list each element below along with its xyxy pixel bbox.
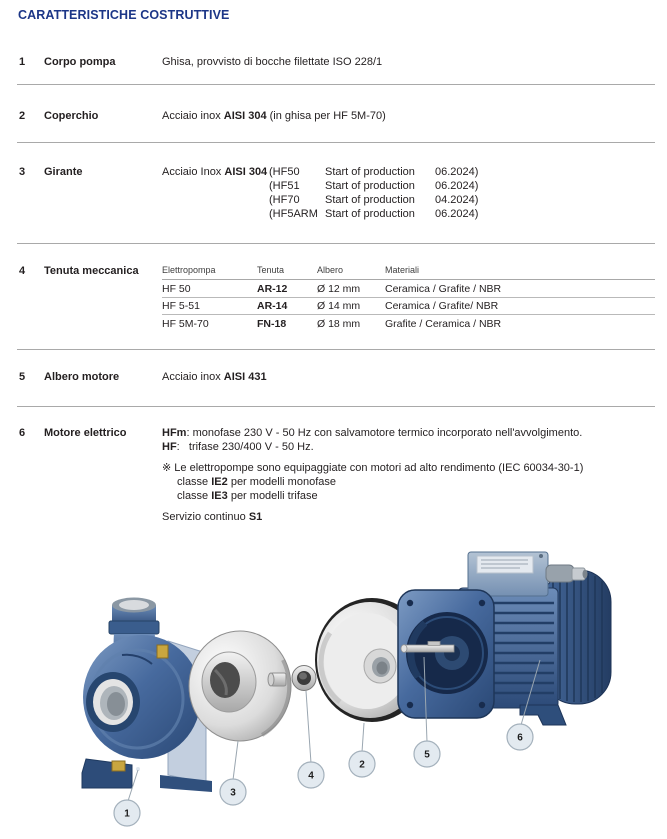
callout-5 — [414, 741, 440, 767]
servizio-line: Servizio continuo S1 — [162, 511, 263, 523]
table-row: HF 5M-70 FN-18 Ø 18 mm Grafite / Ceramica / NBR — [162, 317, 502, 330]
section-label: Motore elettrico — [44, 427, 127, 439]
section-label: Albero motore — [44, 371, 120, 383]
production-line: (HF70 Start of production 04.2024) — [269, 194, 479, 206]
callout-1 — [114, 800, 140, 826]
svg-text:2: 2 — [359, 759, 365, 771]
section-description: Acciaio inox AISI 304 (in ghisa per HF 5M-70) — [162, 110, 386, 122]
section-corpo-pompa — [0, 55, 655, 69]
hfm-line: HFm: monofase 230 V - 50 Hz con salvamotore termico incorporato nell'avvolgimento. — [162, 427, 583, 439]
column-header: Albero — [317, 265, 344, 275]
svg-text:5: 5 — [424, 749, 430, 761]
section-number: 3 — [18, 166, 26, 178]
section-motore-elettrico — [0, 426, 655, 524]
seal-spec-table — [162, 264, 655, 332]
section-label: Corpo pompa — [44, 56, 116, 68]
section-coperchio — [0, 109, 655, 123]
svg-text:6: 6 — [517, 732, 523, 744]
shaft-sleeve-part — [268, 673, 286, 686]
svg-text:1: 1 — [124, 808, 130, 820]
callout-2 — [349, 751, 375, 777]
divider — [17, 349, 655, 350]
table-header-row — [162, 264, 655, 280]
section-label: Coperchio — [44, 110, 99, 122]
efficiency-note — [162, 461, 655, 503]
section-description — [162, 165, 655, 221]
page-title: CARATTERISTICHE COSTRUTTIVE — [18, 8, 230, 22]
divider — [17, 243, 655, 244]
classe-ie3-line: classe IE3 per modelli trifase — [177, 490, 318, 502]
divider — [17, 406, 655, 407]
section-description: Ghisa, provvisto di bocche filettate ISO 228/1 — [162, 56, 383, 68]
section-albero-motore — [0, 370, 655, 384]
svg-text:4: 4 — [308, 770, 314, 782]
section-tenuta-meccanica — [0, 264, 655, 332]
callout-3 — [220, 779, 246, 805]
mechanical-seal-part — [292, 666, 316, 691]
section-girante — [0, 165, 655, 221]
callout-6 — [507, 724, 533, 750]
production-line: (HF50 Start of production 06.2024) — [269, 166, 479, 178]
svg-text:3: 3 — [230, 787, 236, 799]
section-label: Girante — [44, 166, 83, 178]
note-line: ※ Le elettropompe sono equipaggiate con motori ad alto rendimento (IEC 60034-30-1) — [162, 462, 584, 474]
table-row: HF 5-51 AR-14 Ø 14 mm Ceramica / Grafite/ NBR — [162, 298, 655, 316]
divider — [17, 84, 655, 85]
callout-4 — [298, 762, 324, 788]
column-header: Tenuta — [257, 265, 285, 275]
table-row: HF 50 AR-12 Ø 12 mm Ceramica / Grafite / NBR — [162, 280, 655, 298]
section-description: Acciaio inox AISI 431 — [162, 371, 267, 383]
column-header: Elettropompa — [162, 265, 216, 275]
column-header: Materiali — [385, 265, 420, 275]
production-line: (HF51 Start of production 06.2024) — [269, 180, 479, 192]
pump-exploded-view-illustration — [0, 545, 667, 839]
section-number: 4 — [18, 265, 26, 277]
classe-ie2-line: classe IE2 per modelli monofase — [177, 476, 336, 488]
section-number: 5 — [18, 371, 26, 383]
section-label: Tenuta meccanica — [44, 265, 139, 277]
section-number: 2 — [18, 110, 26, 122]
material-text: Acciaio Inox AISI 304 — [162, 166, 268, 178]
production-line: (HF5ARM Start of production 06.2024) — [269, 208, 479, 220]
section-description — [162, 426, 655, 524]
production-list — [269, 165, 478, 221]
motor-bracket-part — [398, 590, 494, 718]
section-number: 1 — [18, 56, 26, 68]
hf-line: HF: trifase 230/400 V - 50 Hz. — [162, 441, 314, 453]
divider — [17, 142, 655, 143]
section-number: 6 — [18, 427, 26, 439]
